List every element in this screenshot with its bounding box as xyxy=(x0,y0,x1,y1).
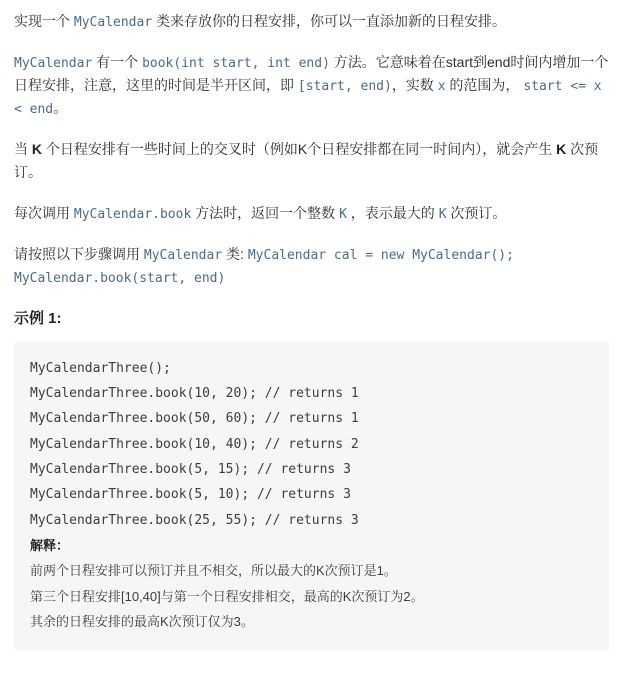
text-segment: 有一个 xyxy=(92,54,143,71)
code-line: MyCalendarThree.book(10, 20); // returns 1 xyxy=(30,386,359,402)
explanation-line: 第三个日程安排[10,40]与第一个日程安排相交，最高的K次预订为2。 xyxy=(30,588,424,604)
text-segment: 次预订。 xyxy=(14,141,599,180)
example-heading: 示例 1: xyxy=(14,309,62,327)
text-segment: 个日程安排有一些时间上的交叉时（例如K个日程安排都在同一时间内），就会产生 xyxy=(42,141,557,158)
text-segment: 次预订。 xyxy=(446,204,507,221)
text-segment: 的范围为， xyxy=(445,77,524,94)
explanation-label: 解释： xyxy=(30,538,70,554)
emphasis-segment: K xyxy=(31,141,43,158)
code-line: MyCalendarThree.book(25, 55); // returns 3 xyxy=(30,512,359,528)
paragraph-2 xyxy=(14,51,609,120)
emphasis-segment: K xyxy=(556,141,567,158)
code-line: MyCalendarThree.book(5, 15); // returns 3 xyxy=(30,462,351,478)
text-segment: 方法时，返回一个整数 xyxy=(191,204,340,221)
text-segment: 实现一个 xyxy=(14,13,74,29)
text-segment: 类: xyxy=(222,245,248,262)
code-line: MyCalendarThree.book(50, 60); // returns 1 xyxy=(30,411,359,427)
text-segment: ，实数 xyxy=(391,77,438,94)
explanation-line: 其余的日程安排的最高K次预订仅为3。 xyxy=(30,614,254,630)
text-segment: 类来存放你的日程安排，你可以一直添加新的日程安排。 xyxy=(152,13,507,29)
code-block xyxy=(14,342,609,651)
code-segment: MyCalendar xyxy=(73,15,153,30)
paragraph-1 xyxy=(14,10,609,33)
paragraph-3 xyxy=(14,138,609,183)
code-segment: MyCalendar xyxy=(143,247,223,263)
code-segment: K xyxy=(339,206,347,222)
code-line: MyCalendarThree(); xyxy=(30,360,171,376)
code-segment: start <= x < end xyxy=(14,79,602,118)
code-segment: [start, end) xyxy=(297,79,392,95)
code-segment: MyCalendar cal = new MyCalendar(); xyxy=(247,247,514,263)
code-line: MyCalendarThree.book(10, 40); // returns 2 xyxy=(30,436,359,452)
text-segment: 当 xyxy=(14,141,32,158)
code-segment: x xyxy=(437,79,446,95)
code-segment: MyCalendar xyxy=(14,56,93,72)
text-segment: ，表示最大的 xyxy=(346,204,439,221)
text-segment: 。 xyxy=(53,100,68,117)
text-segment: 每次调用 xyxy=(14,204,74,221)
code-segment: K xyxy=(438,206,447,222)
explanation-line: 前两个日程安排可以预订并且不相交，所以最大的K次预订是1。 xyxy=(30,563,397,579)
code-segment: book(int start, int end) xyxy=(142,56,330,72)
code-line: MyCalendarThree.book(5, 10); // returns 3 xyxy=(30,487,351,503)
text-segment: 请按照以下步骤调用 xyxy=(14,245,144,262)
text-segment: 方法。它意味着在start到end时间内增加一个日程安排，注意，这里的时间是半开区间，即 xyxy=(14,54,609,94)
code-segment: MyCalendar.book(start, end) xyxy=(14,270,226,286)
paragraph-4 xyxy=(14,202,609,225)
paragraph-5 xyxy=(14,243,609,289)
code-segment: MyCalendar.book xyxy=(73,206,192,222)
